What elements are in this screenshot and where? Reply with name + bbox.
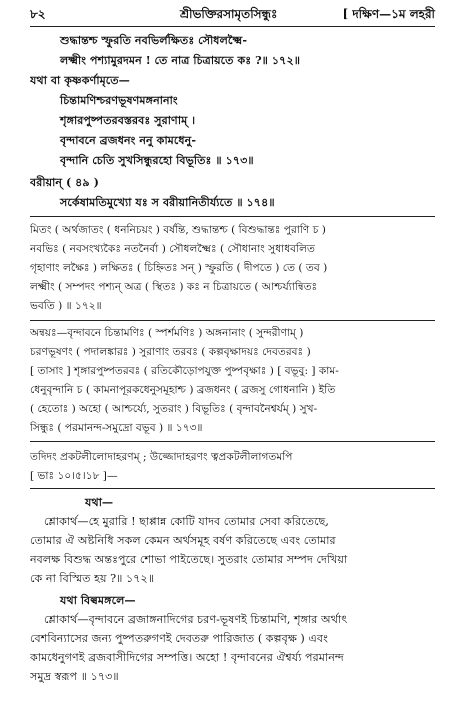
chapter-label: [ দক্ষিণ—১ম লহরী (342, 7, 435, 21)
translation-line: সমুদ্র স্বরূপ ॥ ১৭৩॥ (30, 670, 119, 683)
translation-line: নবলক্ষ বিশুদ্ধ অন্তঃপুরে শোভা পাইতেছে। সুতরাং তোমার সম্পদ দেখিয়া (30, 553, 348, 566)
page-number: ৮২ (30, 7, 46, 21)
section-heading: বরীয়ান্ ( ৪৯ ) (30, 175, 99, 189)
translation-heading: যথা— (85, 495, 114, 509)
translation-line: কামধেনুগণই ব্রজবাসীদিগের সম্পত্তি। অহো ! বৃন্দাবনের ঐশ্বর্য্য পরমানন্দ (30, 651, 344, 664)
commentary-line: ধেনুবৃন্দানি চ ( কামনাপূরকধেনুসমূহাশ্চ ) ব্রজধনং ( ব্রজসু গোধনানি ) ইতি (30, 384, 336, 396)
commentary-line: ভবতি ) ॥ ১৭২॥ (30, 300, 102, 312)
verse-line: সর্কেষামতিমুখ্যো যঃ স বরীয়ানিতীর্য্যতে ॥ ১৭৪॥ (60, 195, 275, 209)
commentary-line: সিন্ধুঃ ( পরমানন্দ-সমুদ্রো বভূব ) ॥ ১৭৩॥ (30, 422, 203, 434)
verse-line: বৃন্দানি চেতি সুখসিন্ধুরহো বিভূতিঃ ॥ ১৭৩॥ (60, 153, 254, 167)
section-rule (30, 216, 435, 217)
commentary-line: ( হেতোঃ ) অহো ( আশ্চর্য্যে, সুতরাং ) বিভূতিঃ ( বৃন্দাবনৈশ্বর্যম্ ) সুখ- (30, 403, 318, 415)
verse-line: বৃন্দাবনে ব্রজধনং ননু কামধেনু- (60, 133, 196, 147)
verse-line: শুদ্ধান্তশ্চ স্ফুরতি নবভির্লক্ষিতঃ সৌধলক্ষ্মৈ- (60, 33, 247, 47)
reference-line: তদিদং প্রকটলীলোদাহরণম্ ; উজ্জোদাহরণং ত্বপ্রকটলীলাগতমপি (30, 451, 293, 463)
section-rule (30, 320, 435, 321)
commentary-line: নবভিঃ ( নবসংখ্যকৈঃ নতনৈর্বা ) সৌধলক্ষ্মৈঃ ( সৌধানাং সুধাধবলিত (30, 243, 315, 255)
header-rule (30, 26, 435, 27)
translation-line: তোমার ঐ অষ্টনিধি সকল কেমন অর্থসমূহ বর্ষণ করিতেছে এবং তোমার (30, 534, 336, 547)
translation-line: বেশবিন্যাসের জন্য পুষ্পতরুগণই দেবতরু পারিজাত ( কল্পবৃক্ষ ) এবং (30, 632, 328, 645)
reference-citation: [ ভাঃ ১০।৫।১৮ ]— (30, 470, 118, 482)
book-title: শ্রীভক্তিরসামৃতসিন্ধুঃ (180, 7, 278, 21)
section-rule (30, 441, 435, 442)
verse-line: শৃঙ্গারপুষ্পতরবস্তরবঃ সুরাণাম্ । (60, 113, 196, 127)
translation-heading: যথা বিল্বমঙ্গলে— (60, 593, 136, 607)
verse-line: চিন্তামণিশ্চরণভূষণমঙ্গনানাং (60, 93, 178, 107)
verse-source: যথা বা কৃষ্ণকর্ণামৃতে— (30, 73, 130, 87)
commentary-line: [ তাসাং ] শৃঙ্গারপুষ্পতরবঃ ( রতিকৌড়োপযুক্ত পুষ্পবৃক্ষাঃ ) [ বভূবু: ] কাম- (30, 365, 339, 377)
commentary-line: মিতং ( অর্থজাতং ( ধননিচয়ং ) বর্ষন্তি, শুদ্ধান্তশ্চ ( বিশুদ্ধান্তঃ পুরাণি চ ) (30, 224, 326, 236)
commentary-line: লক্ষ্মীং ( সম্পদং পশ্যন্ অত্র ( স্থিতঃ ) কঃ ন চিত্রায়তে ( আশ্চর্য্যান্বিতঃ (30, 281, 318, 293)
verse-line: লক্ষ্মীং পশ্যামুরদমন ! তে নাত্র চিত্রায়তে কঃ ?॥ ১৭২॥ (60, 53, 301, 67)
translation-line: কে না বিস্মিত হয় ?॥ ১৭২॥ (30, 572, 155, 585)
translation-line: শ্লোকার্থ—বৃন্দাবনে ব্রজাঙ্গনাদিগের চরণ-ভূষণই চিন্তামণি, শৃঙ্গার অর্থাৎ (44, 613, 348, 626)
commentary-line: গৃহাণাং লক্ষৈঃ ) লক্ষিতঃ ( চিহ্নিতঃ সন্ ) স্ফুরতি ( দীপতে ) তে ( তব ) (30, 262, 328, 274)
commentary-line: চরণভূষণং ( পদালঙ্কারঃ ) সুরাণাং তরবঃ ( কল্পবৃক্ষাদয়ঃ দেবতরবঃ ) (30, 346, 311, 358)
commentary-line: অন্বয়ঃ—বৃন্দাবনে চিন্তামণিঃ ( স্পর্শমণিঃ ) অঙ্গনানাং ( সুন্দরীণাম্ ) (30, 327, 304, 339)
page-header (30, 6, 435, 24)
section-rule (30, 488, 435, 489)
translation-line: শ্লোকার্থ—হে মুরারি ! ছাপ্পান্ন কোটি যাদব তোমার সেবা করিতেছে, (44, 515, 329, 528)
